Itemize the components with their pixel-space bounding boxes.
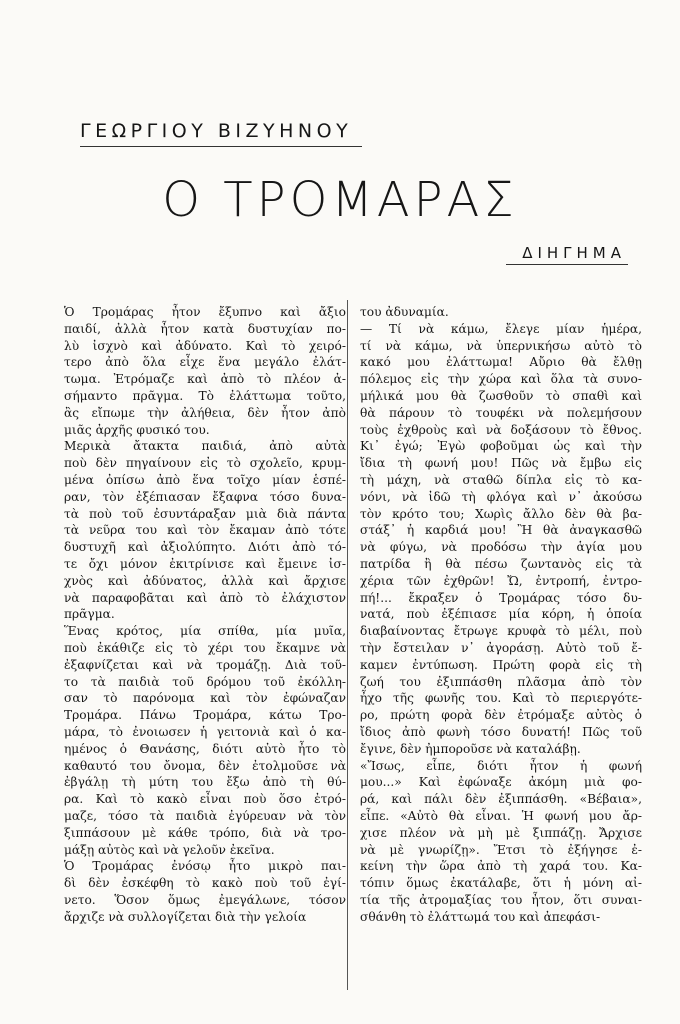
text-line: νετο. Ὅσον ὅμως ἐμεγάλωνε, τόσον bbox=[64, 892, 346, 907]
text-line: το τὰ παιδιὰ τοῦ δρόμου τοῦ ἐκόλλη- bbox=[64, 674, 346, 689]
text-line: χέρια τῶν ἐχθρῶν! Ὤ, ἐντροπή, ἐντρο- bbox=[360, 573, 642, 588]
text-line: ρα. Καὶ τὸ κακὸ εἶναι ποὺ ὅσο ἐτρό- bbox=[64, 792, 346, 807]
author-heading: ΓΕΩΡΓΙΟΥ ΒΙΖΥΗΝΟΥ bbox=[80, 120, 353, 142]
text-line: ρά, καὶ πάλι δὲν ἐξιππάσθη. «Βέβαια», bbox=[360, 792, 642, 807]
text-line: μήλικά μου θὰ ζωσθοῦν τὸ σπαθὶ καὶ bbox=[360, 388, 642, 403]
text-line: ημένος ὁ Θανάσης, διότι αὐτὸ ἦτο τὸ bbox=[64, 741, 346, 756]
text-line: μιᾶς ἀρχῆς φυσικό του. bbox=[64, 422, 210, 437]
text-line: μου...» Καὶ ἐφώναξε ἀκόμη μιὰ φο- bbox=[360, 775, 642, 790]
text-line: τὴν ἔστειλαν ν᾿ ἀγοράσῃ. Αὐτὸ τοῦ ἔ- bbox=[360, 640, 642, 655]
text-line: Ἕνας κρότος, μία σπίθα, μία μυῖα, bbox=[64, 624, 346, 639]
text-line: διαβαίνοντας ἔτρωγε κρυφὰ τὸ μέλι, ποὺ bbox=[360, 624, 642, 639]
text-line: μένα ὀπίσω ἀπὸ ἕνα τοῖχο μίαν ἑσπέ- bbox=[64, 472, 346, 487]
text-line: παιδί, ἀλλὰ ἦτον κατὰ δυστυχίαν πο- bbox=[64, 321, 346, 336]
text-line: τὸν κρότο του; Χωρὶς ἄλλο δὲν θὰ βα- bbox=[360, 506, 642, 521]
text-line: τία τῆς ἀτρομαξίας του ἦτον, ὅτι συναι- bbox=[360, 892, 642, 907]
text-line: νόνι, νὰ ἰδῶ τὴ φλόγα καὶ ν᾿ ἀκούσω bbox=[360, 489, 642, 504]
text-line: νατά, ποὺ ἐξέπιασε μία κόρη, ἡ ὁποία bbox=[360, 607, 642, 622]
text-line: καθαυτό του ὄνομα, δὲν ἐτολμοῦσε νὰ bbox=[64, 758, 346, 773]
text-line: τωμα. Ἐτρόμαζε καὶ ἀπὸ τὸ πλέον ἀ- bbox=[64, 372, 346, 387]
text-line: χνὸς καὶ ἀδύνατος, ἀλλὰ καὶ ἄρχισε bbox=[64, 573, 346, 588]
text-line: ἔγινε, δὲν ἠμποροῦσε νὰ καταλάβῃ. bbox=[360, 741, 581, 756]
right-text-column bbox=[360, 304, 642, 925]
text-line: κείνη τὴν ὥρα ἀπὸ τὴ χαρά του. Κα- bbox=[360, 859, 642, 874]
text-line: ποὺ δὲν πηγαίνουν εἰς τὸ σχολεῖο, κρυμ- bbox=[64, 456, 346, 471]
text-line: ρο, πρώτη φορὰ δὲν ἐτρόμαξε αὐτὸς ὁ bbox=[360, 708, 642, 723]
text-line: μάρα, τὸ ἐνοιωσεν ἡ γειτονιὰ καὶ ὁ κα- bbox=[64, 724, 346, 739]
text-line: τοὺς ἐχθροὺς καὶ νὰ δοξάσουν τὸ ἔθνος. bbox=[360, 422, 642, 437]
text-line: πόλεμος εἰς τὴν χώρα καὶ ὅλα τὰ συνο- bbox=[360, 372, 642, 387]
text-line: εἶπε. «Αὐτὸ θὰ εἶναι. Ἡ φωνή μου ἄρ- bbox=[360, 808, 642, 823]
text-line: ποὺ ἐκάθιζε εἰς τὸ χέρι του ἔκαμνε νὰ bbox=[64, 640, 346, 655]
text-line: τὴ μάχη, νὰ σταθῶ δίπλα εἰς τὸ κα- bbox=[360, 472, 642, 487]
text-line: ξιππάσουν μὲ κάθε τρόπο, διὰ νὰ τρο- bbox=[64, 825, 346, 840]
text-line: Ὁ Τρομάρας ἐνόσῳ ἦτο μικρὸ παι- bbox=[64, 859, 346, 874]
text-line: ἂς εἴπωμε τὴν ἀλήθεια, δὲν ἦτον ἀπὸ bbox=[64, 405, 346, 420]
text-line: του ἀδυναμία. bbox=[360, 305, 449, 319]
text-line: τόπιν ὅμως ἐκατάλαβε, ὅτι ἡ μόνη αἰ- bbox=[360, 876, 642, 891]
text-line: ραν, τὸν ἐξέπιασαν ἔξαφνα τόσο δυνα- bbox=[64, 489, 346, 504]
left-text-column bbox=[64, 304, 346, 925]
text-line: τὰ ποὺ τοῦ ἐσυντάραξαν μιὰ διὰ πάντα bbox=[64, 506, 346, 521]
text-line: στάξ᾿ ἡ καρδιά μου! Ἢ θὰ ἀναγκασθῶ bbox=[360, 523, 642, 538]
text-line: «Ἴσως, εἶπε, διότι ἦτον ἡ φωνή bbox=[360, 758, 642, 773]
text-line: ζωή του ἐξιππάσθη πλᾶσμα ἀπὸ τὸν bbox=[360, 674, 642, 689]
column-divider bbox=[347, 300, 348, 990]
text-line: δυστυχῆ καὶ ἀξιολύπητο. Διότι ἀπὸ τό- bbox=[64, 540, 346, 555]
text-line: τὰ νεῦρα του καὶ τὸν ἔκαμαν ἀπὸ τότε bbox=[64, 523, 346, 538]
author-underline bbox=[80, 146, 362, 147]
text-line: — Τί νὰ κάμω, ἔλεγε μίαν ἡμέρα, bbox=[360, 321, 642, 336]
text-line: τί νὰ κάμω, νὰ ὑπερνικήσω αὐτὸ τὸ bbox=[360, 338, 642, 353]
text-line: καμεν ἐντύπωση. Πρώτη φορὰ εἰς τὴ bbox=[360, 657, 642, 672]
genre-label: ΔΙΗΓΗΜΑ bbox=[522, 244, 626, 262]
text-line: τε ὄχι μόνον ἐκιτρίνισε καὶ ἔμεινε ἰσ- bbox=[64, 556, 346, 571]
text-line: πατρίδα ἢ θὰ πέσω ζωντανὸς εἰς τὰ bbox=[360, 556, 642, 571]
text-line: ἴδιος ἀπὸ φωνὴ τόσο δυνατή! Πῶς τοῦ bbox=[360, 724, 642, 739]
text-line: ἦχο τῆς φωνῆς του. Καὶ τὸ περιεργότε- bbox=[360, 691, 642, 706]
text-line: Κι᾿ ἐγώ; Ἐγὼ φοβοῦμαι ὡς καὶ τὴν bbox=[360, 439, 642, 454]
text-line: θὰ πάρουν τὸ τουφέκι νὰ πολεμήσουν bbox=[360, 405, 642, 420]
text-line: νὰ φύγω, νὰ προδόσω τὴν ἁγία μου bbox=[360, 540, 642, 555]
text-line: δὶ δὲν ἐσκέφθη τὸ κακὸ ποὺ τοῦ ἐγί- bbox=[64, 876, 346, 891]
text-line: μαζε, τόσο τὰ παιδιὰ ἐγύρευαν νὰ τὸν bbox=[64, 808, 346, 823]
text-line: σαν τὸ παρόνομα καὶ τὸν ἐφώναζαν bbox=[64, 691, 346, 706]
text-line: Ὁ Τρομάρας ἦτον ἔξυπνο καὶ ἄξιο bbox=[64, 305, 346, 319]
text-line: Τρομάρα. Πάνω Τρομάρα, κάτω Τρο- bbox=[64, 708, 346, 723]
text-line: νὰ μὲ γνωρίζῃ». Ἔτσι τὸ ἐξήγησε ἐ- bbox=[360, 842, 642, 857]
text-line: τερο ἀπὸ ὅλα εἶχε ἕνα μεγάλο ἐλάτ- bbox=[64, 355, 346, 370]
text-line: κακό μου ἐλάττωμα! Αὔριο θὰ ἔλθῃ bbox=[360, 355, 642, 370]
story-title: Ο ΤΡΟΜΑΡΑΣ bbox=[162, 172, 518, 228]
genre-underline bbox=[506, 264, 628, 265]
text-line: σθάνθη τὸ ἐλάττωμά του καὶ ἀπεφάσι- bbox=[360, 909, 601, 924]
text-line: μάξῃ αὐτὸς καὶ νὰ γελοῦν ἐκεῖνα. bbox=[64, 842, 275, 857]
text-line: πρᾶγμα. bbox=[64, 607, 115, 622]
text-line: λὺ ἰσχνὸ καὶ ἀδύνατο. Καὶ τὸ χειρό- bbox=[64, 338, 346, 353]
text-line: Μερικὰ ἄτακτα παιδιά, ἀπὸ αὐτὰ bbox=[64, 439, 346, 454]
text-line: πή!... ἔκραξεν ὁ Τρομάρας τόσο δυ- bbox=[360, 590, 642, 605]
text-line: νὰ παραφοβᾶται καὶ ἀπὸ τὸ ἐλάχιστον bbox=[64, 590, 346, 605]
text-line: ἐβγάλῃ τὴ μύτη του ἔξω ἀπὸ τὴ θύ- bbox=[64, 775, 346, 790]
text-line: ἐξαφνίζεται καὶ νὰ τρομάζῃ. Διὰ τοῦ- bbox=[64, 657, 346, 672]
text-line: χισε πλέον νὰ μὴ μὲ ξιππάζῃ. Ἄρχισε bbox=[360, 825, 642, 840]
text-line: ἄρχιζε νὰ συλλογίζεται διὰ τὴν γελοία bbox=[64, 909, 307, 924]
text-line: ἴδια τὴ φωνή μου! Πῶς νὰ ἔμβω εἰς bbox=[360, 456, 642, 471]
text-line: σήμαντο πρᾶγμα. Τὸ ἐλάττωμα τοῦτο, bbox=[64, 388, 346, 403]
